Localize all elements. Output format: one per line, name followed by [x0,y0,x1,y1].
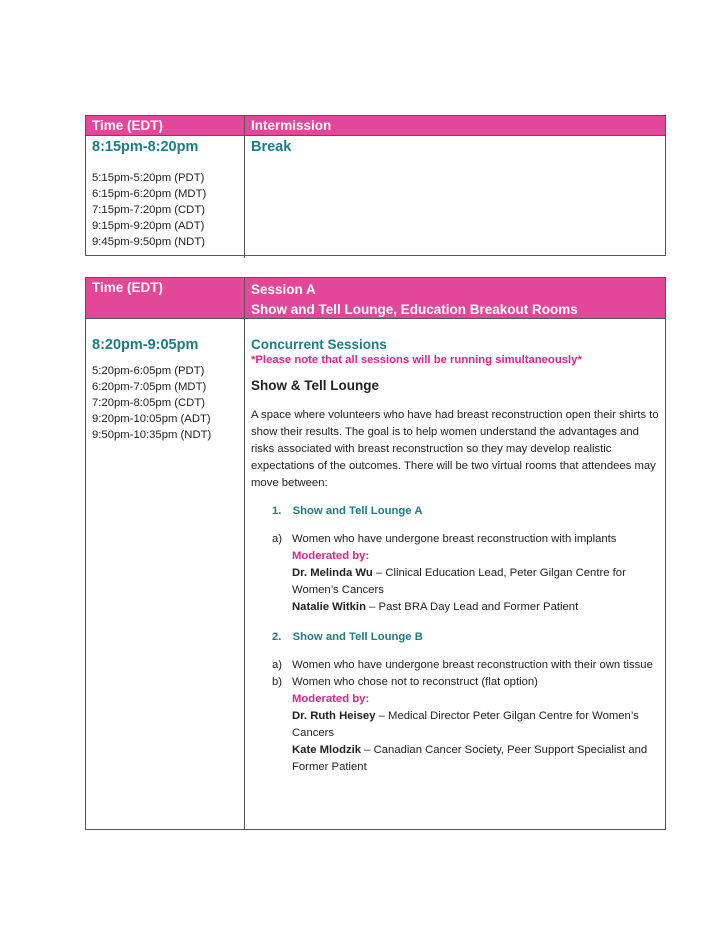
lounge-a-number: 1. [272,505,282,517]
intermission-time: 8:15pm-8:20pm [92,139,199,155]
lounge-description: A space where volunteers who have had breast reconstruction open their shirts to show their results. The goal is to help women understand the advantages and risks associated with breast reconstruction so they may develop realistic expectations of the outcomes. There will be two virtual rooms that attendees may move between: [251,409,659,489]
header-time: Time (EDT) [86,278,245,318]
intermission-title: Break [251,139,292,155]
zone-line: 7:20pm-8:05pm (CDT) [92,397,206,409]
zone-line: 9:20pm-10:05pm (ADT) [92,413,211,425]
zone-line: 9:45pm-9:50pm (NDT) [92,236,206,248]
zone-line: 9:50pm-10:35pm (NDT) [92,429,212,441]
zone-line: 7:15pm-7:20pm (CDT) [92,204,206,216]
moderator-role: – Clinical Education Lead, Peter Gilgan Centre for Women’s Cancers [292,567,626,596]
concurrent-title: Concurrent Sessions [251,337,387,352]
zone-line: 5:15pm-5:20pm (PDT) [92,172,205,184]
list-item-text: Women who have undergone breast reconstruction with implants [292,533,617,545]
moderator-name: Dr. Ruth Heisey [292,710,376,722]
simultaneous-note: *Please note that all sessions will be running simultaneously* [251,354,582,366]
lounge-a-name: Show and Tell Lounge A [292,505,423,517]
lounge-b-name: Show and Tell Lounge B [292,631,423,643]
moderated-label: Moderated by: [292,550,370,562]
header-title: Intermission [251,118,332,133]
moderator [292,565,659,599]
moderated-label: Moderated by: [292,693,370,705]
intermission-header [86,116,665,136]
list-item [272,674,659,776]
lounge-b-number: 2. [272,631,282,643]
list-marker: a) [272,659,283,671]
list-marker: b) [272,676,283,688]
header-title-rooms: Show and Tell Lounge, Education Breakout Rooms [251,302,578,317]
moderator-name: Natalie Witkin [292,601,366,613]
intermission-zones [92,170,238,250]
moderator [292,742,659,776]
session-a-zones [92,363,238,443]
lounge-b-title [272,631,659,643]
zone-line: 9:15pm-9:20pm (ADT) [92,220,205,232]
lounge-a-title [272,505,659,517]
session-a-row [86,319,665,830]
list-marker: a) [272,533,283,545]
moderator [292,708,659,742]
header-title-session: Session A [251,282,316,297]
zone-line: 6:15pm-6:20pm (MDT) [92,188,207,200]
list-item-text: Women who chose not to reconstruct (flat option) [292,676,538,688]
zone-line: 6:20pm-7:05pm (MDT) [92,381,207,393]
intermission-table [85,115,666,256]
intermission-row [86,136,665,258]
lounge-a [251,505,659,616]
show-tell-title: Show & Tell Lounge [251,378,379,393]
zone-line: 5:20pm-6:05pm (PDT) [92,365,205,377]
moderator-role: – Medical Director Peter Gilgan Centre for Women’s Cancers [292,710,639,739]
moderator-name: Dr. Melinda Wu [292,567,373,579]
session-a-header [86,278,665,319]
session-a-time: 8:20pm-9:05pm [92,337,199,353]
moderator-role: – Canadian Cancer Society, Peer Support Specialist and Former Patient [292,744,648,773]
session-a-table [85,277,666,830]
moderator-role: – Past BRA Day Lead and Former Patient [365,601,579,613]
list-item [272,657,659,674]
header-time: Time (EDT) [86,116,245,135]
moderator-name: Kate Mlodzik [292,744,362,756]
list-item-text: Women who have undergone breast reconstruction with their own tissue [292,659,653,671]
moderator [292,599,659,616]
list-item [272,531,659,616]
lounge-b [251,631,659,776]
